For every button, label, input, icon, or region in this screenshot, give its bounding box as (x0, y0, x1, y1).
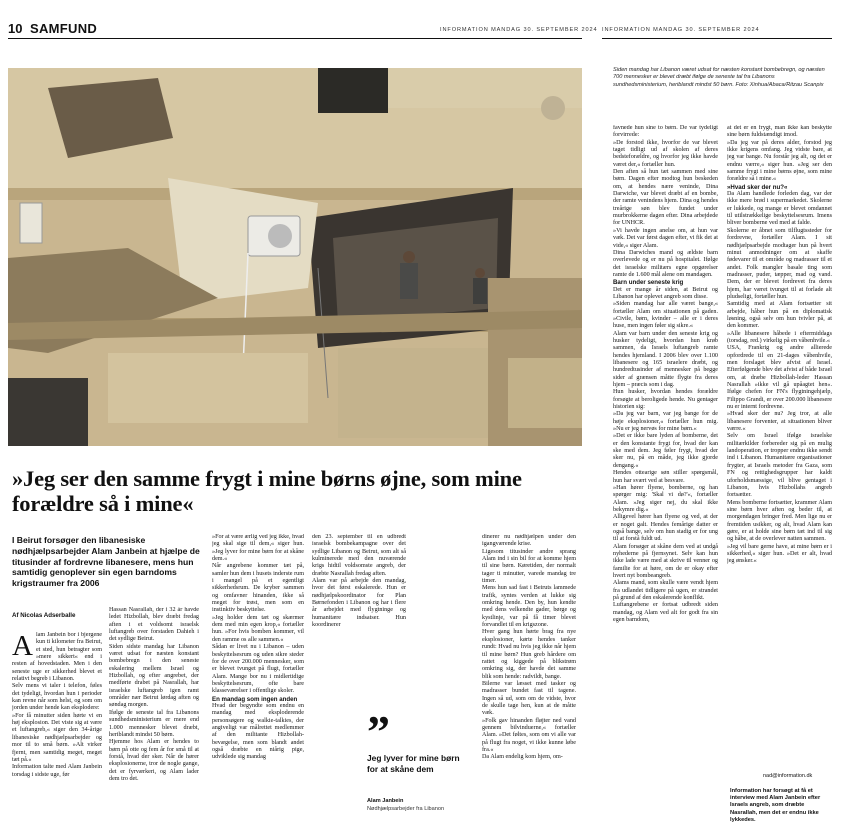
lead-paragraph: I Beirut forsøger den libanesiske nødhjælpsarbejder Alam Janbein at hjælpe de titusinder af fordrevne libanesere, mens hun samtidig genoplever sin egen barndoms krigstraumer fra 2006 (12, 535, 200, 589)
paragraph: Sådan er livet nu i Libanon – uden beskyttelsesrum og uden sikre steder for de over 200.000 mennesker, som er blevet tvunget på flugt, fortæller Alam. Mange bor nu i midlertidige beskyttelsesrum, ofte bare klasseværelser i offentlige skoler. (212, 644, 304, 695)
paragraph: Ifølge de seneste tal fra Libanons sundhedsministerium er mere end 1.000 mennesker blevet dræbt, heriblandt mindst 50 børn. (109, 709, 199, 738)
article-photo (8, 68, 582, 446)
paragraph: Alam var barn under den seneste krig og husker tydeligt, hvordan hun krøb sammen, da Israels luftangreb ramte hendes hjemland. I 2006 blev over 1.100 libanesere og 165 israelere dræbt, og hundredtusinder af mennesker på begge sider af grænsen måtte flygte fra deres hjem – præcis som i dag. (613, 330, 718, 389)
paragraph: »Alle libanesere håbede i eftermiddags (torsdag, red.) virkelig på en våbenhvile.« (727, 330, 832, 344)
dateline-right: INFORMATION MANDAG 30. SEPTEMBER 2024 (602, 27, 760, 33)
paragraph: »Hvad sker der nu? Jeg tror, at alle libanesere forventer, at situationen bliver værre.« (727, 411, 832, 433)
header-rule-right (602, 38, 832, 39)
paragraph: Alam Janbein bor i bjergene kun ti kilometer fra Beirut, et sted, hun betragter som »mere sikkert« end i resten af hovedstaden. Men i den seneste uge er sikkerhed blevet et relativt begreb i Libanon. (12, 632, 102, 683)
paragraph: »For få minutter siden hørte vi en høj eksplosion. Det viste sig at være et luftangreb,« siger den 34-årige libanesiske nødhjælpsarbejder og mor til to små børn. »Alt virker fjernt, men samtidig meget, meget tæt på.« (12, 712, 102, 763)
paragraph: »Jeg vil bare gerne have, at mine børn er i sikkerhed,« siger hun. »Det er alt, hvad jeg ønsker.« (727, 543, 832, 565)
paragraph: Bilerne var læsset med tasker og madrasser bundet fast til tagene. Ingen så ud, som om de vidste, hvor de skulle tage hen, kun at de måtte væk. (482, 680, 576, 717)
paragraph: Information talte med Alam Janbein torsdag i sidste uge, før (12, 764, 102, 778)
paragraph: dinerer nu nødhjælpen under den igangværende krise. (482, 534, 576, 548)
photo-caption: Siden mandag har Libanon været udsat for næsten konstant bombebregn, og næsten 700 mennesker er blevet dræbt ifølge de seneste tal fra Libanons sundhedsministerium, heriblandt mindst 50 børn. Foto: Xinhua/Abaca/Ritzau Scanpix (613, 67, 825, 88)
subheading: En mandag som ingen anden (212, 695, 298, 703)
paragraph: Mens hun sad fast i Beiruts lammede trafik, syntes verden at lukke sig omkring hende. Den by, hun kendte med dens velkendte gader, børge og kystlinje, var på få timer blevet forvandlet til en krigszone. (482, 585, 576, 629)
paragraph: Luftangrebene er fortsat udbredt siden mandag, og Alam ved alt for godt fra sin egen barndom, (613, 602, 718, 624)
paragraph: Den aften så hun tæt sammen med sine børn. Dagen efter modtog hun beskeden om, at hendes nære veninde, Dina Darwiche, var blevet dræbt af en bombe, der ramte venindens hjem. Dina og hendes treårige søn blev fundet under murbrokkerne dagen efter. Dina arbejdede for UNHCR. (613, 169, 718, 227)
paragraph: Alam forsøger at skåne dem ved at undgå nyhederne på fjernsynet. Selv kan hun ikke lade være med at skrive til venner og familie for at høre, om de er okay efter hvert nyt bombeangreb. (613, 543, 718, 579)
paragraph: USA, Frankrig og andre allierede opfordrede til en 21-dages våbenhvile, men forslaget blev afvist af Israel. Efterfølgende blev det afvist af både Israel om, at dræbe Hizbollah-leder Hassan Nasrallah »ikke vil gå upåagtet hen«. Ifølge chefen for FN's flygtningehjælp, Filippo Grandi, er over 200.000 libanesere nu er internt fordrevne. (727, 345, 832, 411)
article-column-5 (482, 534, 576, 828)
article-column-6 (613, 125, 718, 828)
subheading: »Hvad sker der nu?« (727, 183, 788, 191)
headline: »Jeg ser den samme frygt i mine børns øjne, som mine forældre så i mine« (12, 466, 522, 516)
drop-cap: A (12, 632, 33, 662)
paragraph: Hun husker, hvordan hendes forældre forsøgte at beroligede hende. Nu gentager historien sig: (613, 389, 718, 411)
paragraph: Hassan Nasrallah, der i 32 år havde ledet Hizbollah, blev dræbt fredag aften i et voldsomt israelsk luftangreb over forstaden Dahieh i det sydlige Beirut. (109, 607, 199, 643)
paragraph: Hjemme hos Alam er hendes to børn på otte og fem år for små til at forstå, hvad der sker. Når de hører eksplosionerne, tror de nogle gange, det er fyrværkeri, og Alam lader dem tro det. (109, 739, 199, 782)
paragraph: Samtidig med at Alam fortsætter sit arbejde, håber hun på en diplomatisk løsning, også selv om hun tvivler på, at den kommer. (727, 301, 832, 330)
paragraph: Da Alam handlede forleden dag, var der ikke mere brød i supermarkedet. Skolerne er lukkede, og mange er blevet omdannet til utilstrækkelige beskyttelsesrum. Imens bliver bomberne ved med at falde. (727, 191, 832, 227)
paragraph: Selv mens vi taler i telefon, føles det tydeligt, hvordan hun i perioder kan revne når som helst, og som om jorden under hende kan eksplodere: (12, 683, 102, 712)
quote-name: Alam Janbein (367, 798, 404, 804)
paragraph: Mens bomberne fortsætter, krammer Alam sine børn hver aften og beder til, at morgendagen bringer fred. Men lige nu er fremtiden usikker, og alt, hvad Alam kan gøre, er at holde sine børn tæt ind til sig og håbe, at de overlever natten sammen. (727, 499, 832, 543)
paragraph: Da Alam endelig kom hjem, om- (482, 754, 563, 761)
paragraph: »Siden mandag har alle været bange,« fortæller Alam om situationen på gaden. »Civile, børn, kvinder – alle er i deres huse, men ingen føler sig sikre.« (613, 301, 718, 330)
paragraph: at det er en frygt, man ikke kan beskytte sine børn fuldstændigt imod. (727, 125, 832, 139)
paragraph: Alligevel hører han flyene og ved, at der er noget galt. Hendes femårige datter er også bange, selv om hun stadig er for ung til at forstå fuldt ud. (613, 514, 718, 543)
quote-role: Nødhjælpsarbejder fra Libanon (367, 806, 445, 812)
byline: Af Nicolas Adserballe (12, 612, 76, 619)
subheading: Barn under seneste krig (613, 279, 684, 287)
paragraph: »For at være ærlig ved jeg ikke, hvad jeg skal sige til dem,« siger hun. »Jeg lyver for mine børn for at skåne dem.« (212, 534, 304, 563)
paragraph: den 23. september til en udbredt israelsk bombekampagne over det sydlige Libanon og Beirut, som alt så kulminerede med den nuværende krigs hidtil voldsomste angreb, der dræbte Nasrallah fredag aften. (312, 534, 406, 577)
article-column-4 (312, 534, 406, 704)
pull-quote: Jeg lyver for mine børn for at skåne dem (367, 753, 460, 774)
paragraph: »Jeg holder dem tæt og skærmer dem med min egen krop,« fortæller hun. »For hvis bomben kommer, vil den ramme os alle sammen.« (212, 614, 304, 643)
header-rule (8, 38, 582, 39)
paragraph: Alam var på arbejde den mandag, hvor det først eskalerede. Hun er nødhjælpskoordinator for Plan Børnefonden i Libanon og har i flere år arbejdet med flygtninge og humanitære indsatser. Hun koordinerer (312, 578, 406, 629)
section-title: SAMFUND (30, 21, 98, 36)
paragraph: »Han hører flyene, bomberne, og han spørger mig: 'Skal vi dø?'«, fortæller Alam. »Jeg siger nej, du skal ikke bekymre dig.« (613, 484, 718, 513)
paragraph: Alams mand, som skulle være vendt hjem fra udlandet tidligere på ugen, er strandet på grund af den eskalerende konflikt. (613, 580, 718, 601)
paragraph: »De forstod ikke, hvorfor de var blevet taget tidligt ud af skolen af deres bedsteforældre, og hvorfor jeg ikke havde været der,« fortæller hun. (613, 139, 718, 168)
paragraph: »Da jeg var barn, var jeg bange for de høje eksplosioner,« fortæller hun mig. »Nu er jeg nervøs for mine børn.« (613, 411, 718, 433)
article-column-1 (12, 632, 102, 828)
article-column-7 (727, 125, 832, 768)
author-email: nad@information.dk (763, 773, 813, 779)
paragraph: Ligesom titusinder andre sprang Alam ind i sin bil for at komme hjem til sine børn. Køretiden, der normalt tager ti minutter, varede mandag tre timer. (482, 548, 576, 585)
paragraph: »Vi havde ingen anelse om, at hun var væk. Det var først dagen efter, vi fik det at vide,« siger Alam. (613, 227, 718, 249)
dateline-left: INFORMATION MANDAG 30. SEPTEMBER 2024 (440, 27, 598, 33)
paragraph: Siden sidste mandag har Libanon været udsat for næsten konstant bombebregn i den seneste eskalering mellem Israel og Hizbollah, og efter angrebet, der medførte drabet på Nasrallah, har israelske luftangreb igen ramt områder nær Beirut lørdag aften og søndag morgen. (109, 643, 199, 709)
paragraph: Skolerne er åbnet som tilflugtssteder for fordrevne, fortæller Alam. I sit nødhjælpsarbejde modtager hun på hvert minut anmodninger om at skaffe fødevarer til et område og madrasser til et andet. Folk mangler basale ting som madrasser, puder, tæpper, mad og vand. Dem, der er blevet fordrevet fra deres hjem, har været tvunget til at forlade alt pludseligt, fortæller hun. (727, 227, 832, 300)
paragraph: »Da jeg var på deres alder, forstod jeg ikke krigens omfang. Jeg vidste bare, at jeg var bange. Nu forstår jeg alt, og det er endnu værre,« siger hun. »Jeg ser den samme frygt i mine børns øjne, som mine forældre så i mine.« (727, 139, 832, 183)
article-column-2 (109, 607, 199, 828)
paragraph: »Folk gav hinanden fløjter ned vand gennem bilvinduerne,« fortæller Alam. »Det føltes, som om vi alle var på flugt fra noget, vi ikke kunne løbe fra.« (482, 717, 576, 753)
paragraph: Selv om Israel ifølge israelske militærkilder forbereder sig på en mulig landoperation, er tropper endnu ikke sendt ind i Libanon. Humanitære organisationer frygter, at Israels metoder fra Gaza, som FN og rettighedsgrupper har kaldt uforholdsmæssige, vil blive gentaget i Libanon, hvis Hizbollahs angreb fortsætter. (727, 433, 832, 499)
paragraph: Hver gang hun hørte brag fra nye eksplosioner, kørte hendes tanker rundt: Hvad nu hvis jeg ikke når hjem til mine børn? Hun greb hårdere om rattet og kiggede på blikstrøm omkring sig, der havde det samme blik som hende: radvildt, bange. (482, 629, 576, 680)
paragraph: Hvad der begyndte som endnu en mandag med eksploderende personsøgere og walkie-talkies, der angiveligt var målrettet medlemmer af den militante Hizbollah-bevægelse, men som blandt andet også dræbte en niårig pige, udviklede sig mandag (212, 702, 304, 761)
article-column-3 (212, 534, 304, 828)
damaged-building-illustration (8, 68, 582, 446)
paragraph: Dina Darwiches mand og ældste barn overlevede og er nu på hospitalet. Ifølge det israelske militærs egne opgørelser ramte de 1.600 mål alene om mandagen. (613, 249, 718, 278)
paragraph: Det er mange år siden, at Beirut og Libanon har oplevet angreb som disse. (613, 286, 718, 300)
page-number: 10 (8, 21, 23, 36)
info-box: Information har forsøgt at få et interview med Alam Janbein efter Israels angreb, som dræbte Nasrallah, men det er endnu ikke lykkedes. (730, 788, 821, 823)
paragraph: Når angrebene kommer tæt på, samler hun dem i husets inderste rum i mangel på et egentligt sikkerhedsrum. De kryber sammen og omfavner hinanden, ikke så meget for trøst, men som en instinktiv beskyttelse. (212, 563, 304, 614)
paragraph: Hendes ottearige søn stiller spørgsmål, hun har svært ved at besvare. (613, 470, 718, 484)
quote-mark-icon: ” (367, 706, 390, 757)
paragraph: favnede hun sine to børn. De var tydeligt forvirrede: (613, 125, 718, 139)
paragraph: »Det er ikke bare lyden af bomberne, det er den konstante frygt for, hvad der kan ske med dem. Jeg føler frygt, hvad der sker nu, på en måde, jeg ikke gjorde dengang.« (613, 433, 718, 469)
